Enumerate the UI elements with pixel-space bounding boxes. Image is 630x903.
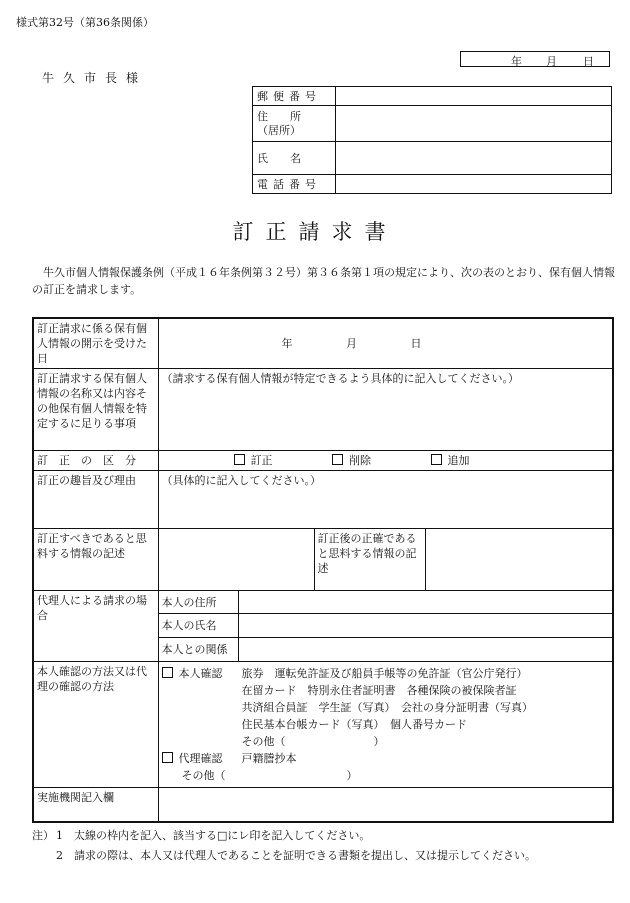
phone-label: 電話番号 <box>253 175 336 194</box>
id-method-field <box>158 662 613 788</box>
id-agent-line: 戸籍謄抄本 <box>241 752 297 765</box>
id-self-line: 住民基本台帳カード（写真） 個人番号カード <box>241 718 467 731</box>
disclosure-date-label: 訂正請求に係る保有個人情報の開示を受けた日 <box>33 318 158 369</box>
notes-prefix: 注） <box>32 829 54 842</box>
reason-field[interactable] <box>158 471 613 529</box>
correct-after-label: 訂正後の正確であると思料する情報の記述 <box>314 529 425 591</box>
office-use-field <box>158 788 613 822</box>
reason-label: 訂正の趣旨及び理由 <box>33 471 158 529</box>
agent-name-label: 本人の氏名 <box>158 614 238 638</box>
category-label: 訂 正 の 区 分 <box>33 451 158 471</box>
addressee: 牛久市長様 <box>42 71 148 85</box>
address-field[interactable] <box>336 106 612 142</box>
info-name-label: 訂正請求する保有個人情報の名称又は内容その他保有個人情報を特定するに足りる事項 <box>33 369 158 451</box>
correct-after-field[interactable] <box>425 529 613 591</box>
id-agent-option[interactable] <box>162 750 242 767</box>
note-item: 1 太線の枠内を記入、該当する□にレ印を記入してください。 <box>56 829 371 842</box>
reason-hint: （具体的に記入してください。） <box>161 474 321 487</box>
id-self-line: その他（ ） <box>241 735 385 748</box>
category-options <box>158 451 613 471</box>
postal-field[interactable] <box>336 87 612 106</box>
checkbox-add[interactable] <box>431 454 442 465</box>
agent-relation-field[interactable] <box>238 638 613 662</box>
date-day-label: 日 <box>583 55 594 68</box>
name-field[interactable] <box>336 142 612 175</box>
date-month-label: 月 <box>546 55 557 68</box>
should-correct-label: 訂正すべきであると思料する情報の記述 <box>33 529 158 591</box>
agent-label: 代理人による請求の場合 <box>33 591 158 662</box>
option-delete[interactable] <box>332 454 371 467</box>
notes <box>32 826 617 866</box>
name-label: 氏 名 <box>253 142 336 175</box>
office-use-label: 実施機関記入欄 <box>33 788 158 822</box>
option-correct[interactable] <box>234 454 273 467</box>
checkbox-self-id[interactable] <box>162 667 173 678</box>
id-agent-label: 代理確認 <box>178 752 223 765</box>
address-label-line1: 住 所 <box>257 109 301 123</box>
option-delete-label: 削除 <box>349 454 371 467</box>
agent-address-label: 本人の住所 <box>158 591 238 614</box>
address-label-line2: （居所） <box>257 123 301 137</box>
address-label <box>253 106 336 142</box>
note-row <box>32 826 617 846</box>
checkbox-delete[interactable] <box>332 454 343 465</box>
id-self-line: 旅券 運転免許証及び船員手帳等の免許証（官公庁発行） <box>241 667 528 680</box>
phone-field[interactable] <box>336 175 612 194</box>
note-item: 2 請求の際は、本人又は代理人であることを証明できる書類を提出し、又は提示してください。 <box>56 849 536 862</box>
id-self-label: 本人確認 <box>178 667 223 680</box>
option-add[interactable] <box>431 454 470 467</box>
info-name-field[interactable] <box>158 369 613 451</box>
agent-name-field[interactable] <box>238 614 613 638</box>
id-self-row <box>162 665 610 750</box>
disclosure-month-label: 月 <box>346 337 357 350</box>
id-self-option[interactable] <box>162 665 242 750</box>
agent-relation-label: 本人との関係 <box>158 638 238 662</box>
date-year-label: 年 <box>511 55 522 68</box>
checkbox-correct[interactable] <box>234 454 245 465</box>
date-box[interactable] <box>460 51 610 67</box>
applicant-table <box>252 86 612 194</box>
disclosure-year-label: 年 <box>281 337 293 350</box>
form-number: 様式第32号（第36条関係） <box>16 16 154 29</box>
postal-label: 郵便番号 <box>253 87 336 106</box>
option-add-label: 追加 <box>447 454 470 467</box>
agent-address-field[interactable] <box>238 591 613 614</box>
id-agent-line: その他（ ） <box>181 769 358 782</box>
id-self-documents <box>242 665 534 750</box>
info-name-hint: （請求する保有個人情報が特定できるよう具体的に記入してください。） <box>161 372 519 385</box>
id-agent-row <box>162 750 610 767</box>
id-method-label: 本人確認の方法又は代理の確認の方法 <box>33 662 158 788</box>
page-title: 訂正請求書 <box>232 220 398 244</box>
option-correct-label: 訂正 <box>250 454 273 467</box>
intro-text: 牛久市個人情報保護条例（平成１６年条例第３２号）第３６条第１項の規定により、次の表のとおり、保有個人情報の訂正を請求します。 <box>32 266 615 296</box>
disclosure-date-field[interactable] <box>158 318 613 369</box>
disclosure-day-label: 日 <box>410 337 422 350</box>
checkbox-agent-id[interactable] <box>162 752 173 763</box>
id-self-line: 在留カード 特別永住者証明書 各種保険の被保険者証 <box>241 684 517 697</box>
id-self-line: 共済組合員証 学生証（写真） 会社の身分証明書（写真） <box>241 701 533 714</box>
should-correct-field[interactable] <box>158 529 314 591</box>
request-table <box>32 317 614 823</box>
